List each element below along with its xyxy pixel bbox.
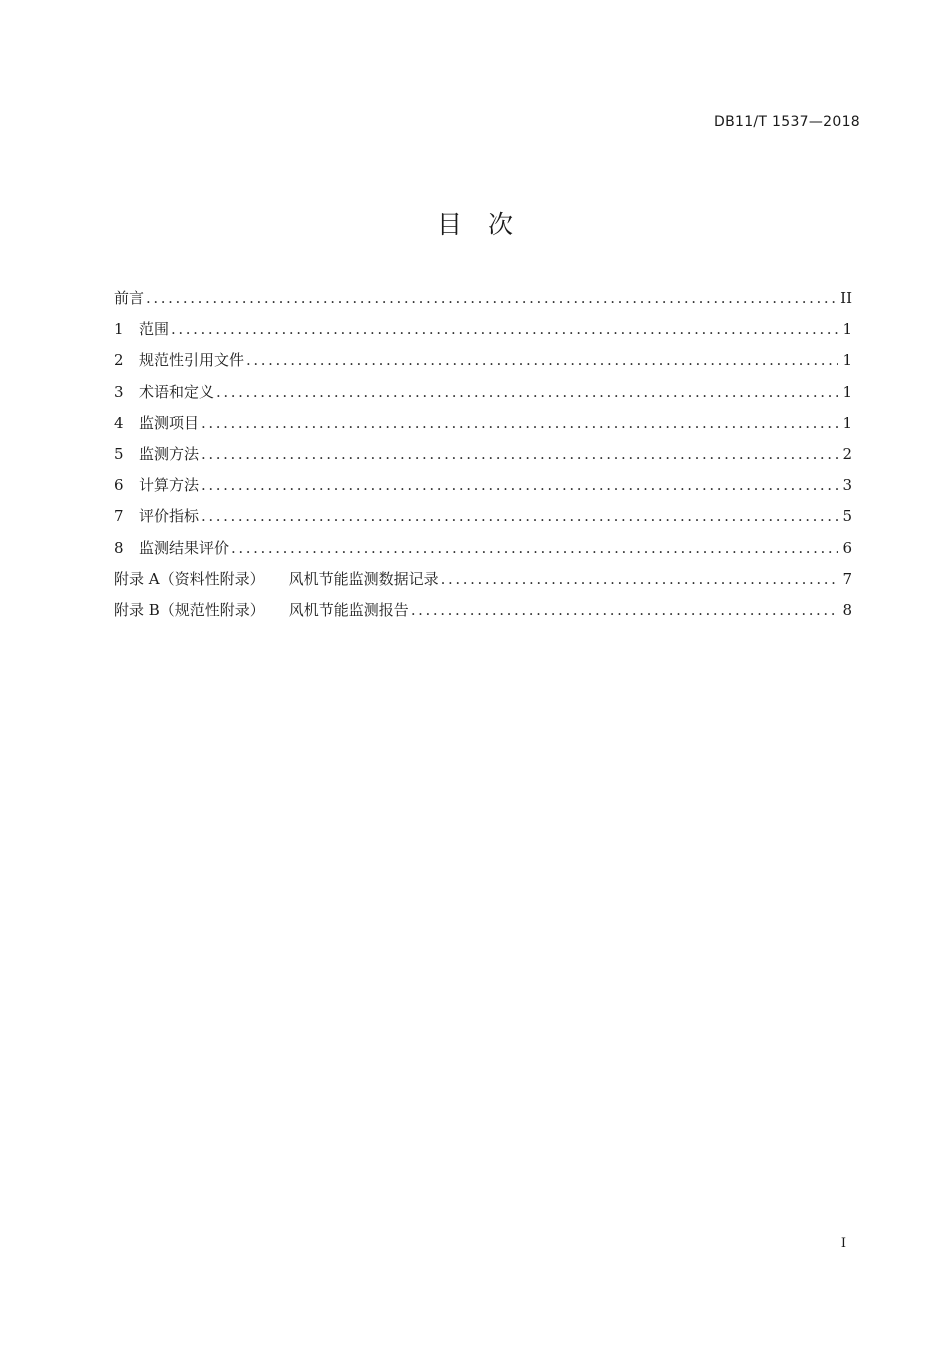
toc-entry-5[interactable] [114, 442, 852, 473]
toc-entry-number: 4 [114, 413, 124, 432]
toc-entry-label: 范围 [139, 320, 170, 339]
toc-entry-page: 6 [842, 538, 852, 557]
toc-entry-label: 监测项目 [139, 413, 200, 432]
toc-entry-number: 7 [114, 507, 124, 526]
appendix-label: 附录 A（资料性附录） [114, 569, 265, 588]
toc-leader-dots [201, 504, 838, 528]
toc-entry-page: 1 [842, 413, 852, 432]
toc-entry-label: 监测结果评价 [139, 538, 230, 557]
toc-entry-page: 5 [842, 507, 852, 526]
toc-entry-page: 7 [842, 569, 852, 588]
page-number: I [840, 1236, 846, 1251]
toc-entry-page: 2 [842, 444, 852, 463]
toc-entry-page: II [840, 289, 852, 307]
toc-entry-3[interactable] [114, 380, 852, 411]
toc-leader-dots [201, 442, 838, 466]
toc-leader-dots [441, 567, 838, 591]
toc-entry-label: 计算方法 [139, 476, 200, 495]
toc-leader-dots [231, 536, 838, 560]
toc-entry-page: 1 [842, 351, 852, 370]
toc-entry-label: 术语和定义 [139, 382, 215, 401]
toc-leader-dots [216, 380, 838, 404]
toc-entry-6[interactable] [114, 473, 852, 504]
toc-entry-number: 2 [114, 351, 124, 370]
toc-entry-number: 5 [114, 444, 124, 463]
toc-entry-label [114, 598, 409, 622]
toc-entry-appendix-a[interactable] [114, 567, 852, 598]
toc-list [114, 286, 852, 629]
toc-entry-2[interactable] [114, 348, 852, 379]
toc-entry-8[interactable] [114, 536, 852, 567]
appendix-label: 附录 B（规范性附录） [114, 600, 265, 619]
toc-leader-dots [246, 348, 838, 372]
appendix-title: 风机节能监测报告 [288, 600, 409, 619]
toc-entry-page: 1 [842, 320, 852, 339]
toc-entry-number: 1 [114, 320, 124, 339]
toc-title-char-2: 次 [488, 210, 514, 239]
toc-title-char-1: 目 [436, 210, 462, 239]
toc-leader-dots [146, 286, 836, 310]
toc-entry-page: 3 [842, 476, 852, 495]
toc-entry-label: 规范性引用文件 [139, 351, 245, 370]
toc-entry-label: 监测方法 [139, 444, 200, 463]
toc-entry-number: 8 [114, 538, 124, 557]
toc-entry-number: 6 [114, 476, 124, 495]
appendix-title: 风机节能监测数据记录 [288, 569, 439, 588]
toc-leader-dots [201, 473, 838, 497]
toc-entry-7[interactable] [114, 504, 852, 535]
toc-entry-page: 8 [842, 600, 852, 619]
toc-entry-1[interactable] [114, 317, 852, 348]
standard-code: DB11/T 1537—2018 [714, 114, 860, 130]
toc-entry-label: 评价指标 [139, 507, 200, 526]
toc-entry-appendix-b[interactable] [114, 598, 852, 629]
toc-entry-number: 3 [114, 382, 124, 401]
toc-entry-label [114, 567, 439, 591]
toc-leader-dots [201, 411, 838, 435]
toc-entry-4[interactable] [114, 411, 852, 442]
toc-leader-dots [411, 598, 838, 622]
toc-entry-foreword[interactable] [114, 286, 852, 317]
toc-title [0, 205, 950, 241]
toc-entry-label: 前言 [114, 289, 145, 307]
toc-leader-dots [171, 317, 838, 341]
toc-entry-page: 1 [842, 382, 852, 401]
